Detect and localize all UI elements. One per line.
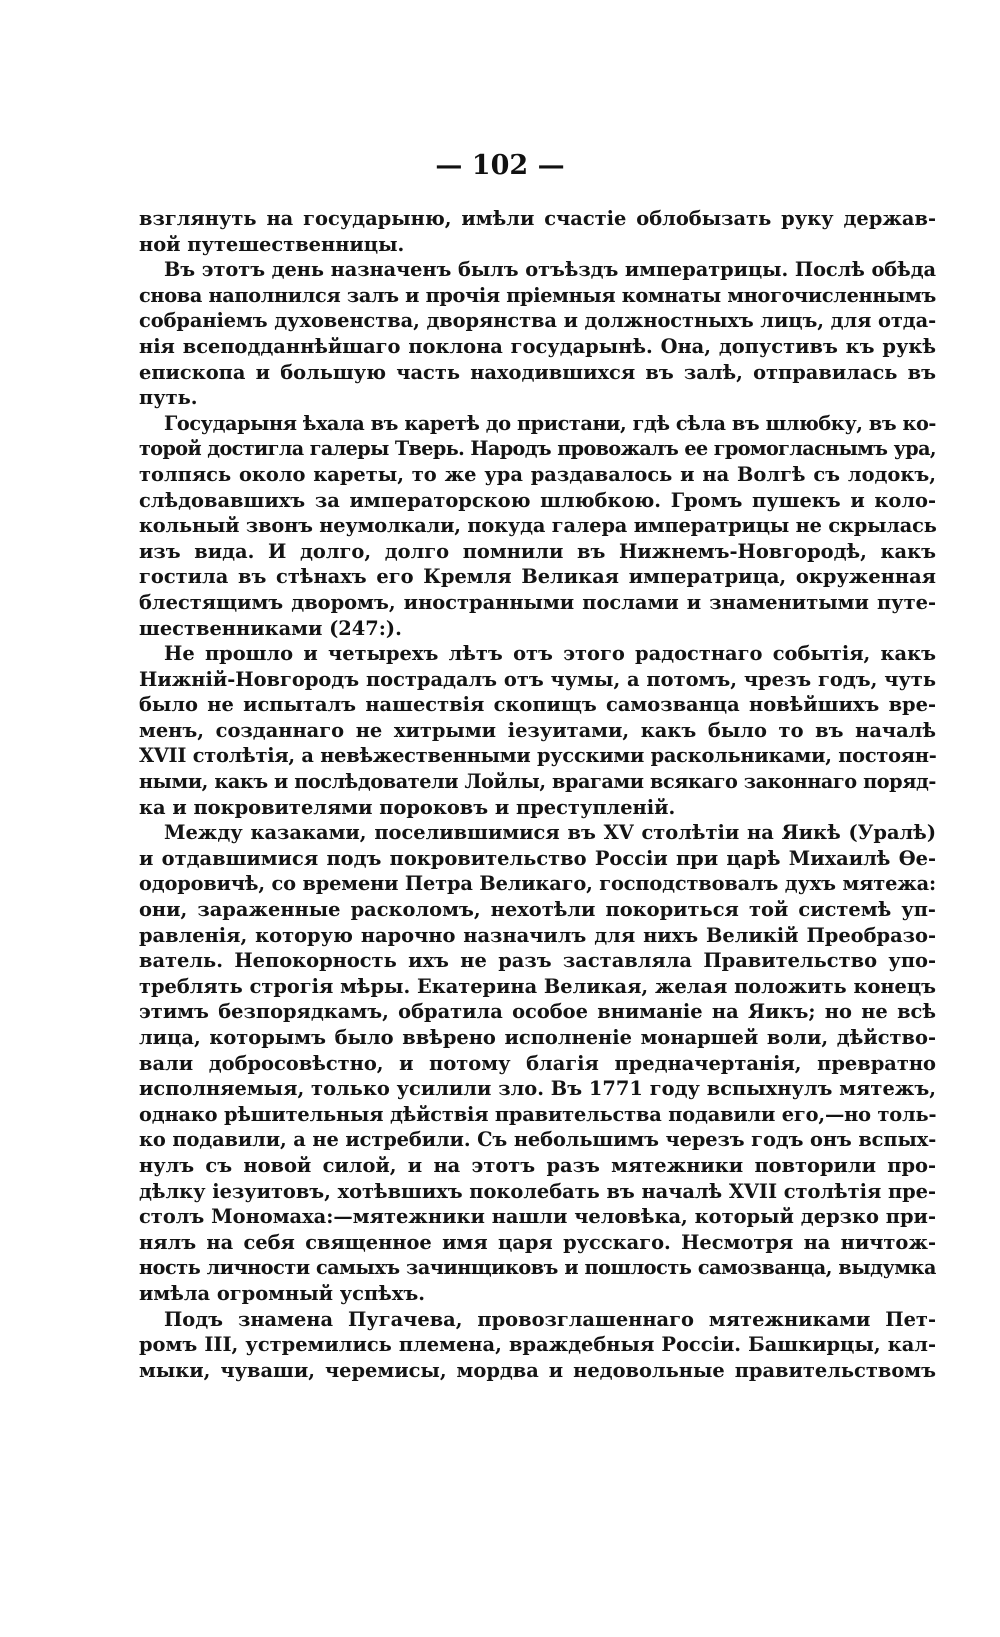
text-line: лица, которымъ было ввѣрено исполненіе монаршей воли, дѣйство-	[139, 1026, 936, 1049]
text-line: гостила въ стѣнахъ его Кремля Великая императрица, окруженная	[139, 565, 936, 589]
text-line: Нижній-Новгородъ пострадалъ отъ чумы, а потомъ, чрезъ годъ, чуть	[139, 667, 936, 691]
text-line: этимъ безпорядкамъ, обратила особое вниманіе на Яикъ; но не всѣ	[139, 1000, 936, 1024]
text-line: снова наполнился залъ и прочія пріемныя комнаты многочисленнымъ	[139, 283, 936, 307]
text-line: блестящимъ дворомъ, иностранными послами и знаменитыми путе-	[139, 590, 936, 614]
page-number: — 102 —	[435, 150, 565, 181]
text-line: слѣдовавшихъ за императорскою шлюбкою. Громъ пушекъ и коло-	[139, 488, 936, 512]
text-line: имѣла огромный успѣхъ.	[139, 1281, 425, 1305]
text-line: изъ вида. И долго, долго помнили въ Нижнемъ-Новгородѣ, какъ	[139, 539, 936, 563]
text-line: толпясь около кареты, то же ура раздавалось и на Волгѣ съ лодокъ,	[139, 462, 936, 486]
text-line: Между казаками, поселившимися въ XV столѣтіи на Яикѣ (Уралѣ)	[164, 821, 936, 845]
text-line: ко подавили, а не истребили. Съ небольшимъ черезъ годъ онъ вспых-	[139, 1128, 937, 1152]
text-line: Въ этотъ день назначенъ былъ отъѣздъ императрицы. Послѣ обѣда	[164, 258, 936, 282]
text-line: ной путешественницы.	[139, 232, 405, 256]
text-line: ватель. Непокорность ихъ не разъ заставляла Правительство упо-	[139, 949, 936, 973]
text-line: ными, какъ и послѣдователи Лойлы, врагами всякаго законнаго поряд-	[139, 770, 936, 794]
text-line: шественниками (247:).	[139, 616, 402, 640]
text-line: дѣлку іезуитовъ, хотѣвшихъ поколебать въ началѣ XVII столѣтія пре-	[139, 1179, 936, 1203]
text-line: менъ, созданнаго не хитрыми іезуитами, какъ было то въ началѣ	[139, 718, 936, 742]
text-line: равленія, которую нарочно назначилъ для нихъ Великій Преобразо-	[139, 923, 936, 947]
text-line: XVII столѣтія, а невѣжественными русскими раскольниками, постоян-	[139, 744, 937, 768]
text-line: Не прошло и четырехъ лѣтъ отъ этого радостнаго событія, какъ	[164, 642, 936, 666]
text-line: Подъ знамена Пугачева, провозглашеннаго мятежниками Пет-	[164, 1307, 936, 1331]
text-line: торой достигла галеры Тверь. Народъ провожалъ ее громогласнымъ ура,	[139, 437, 936, 461]
text-line: однако рѣшительныя дѣйствія правительства подавили его,—но толь-	[139, 1102, 937, 1126]
text-line: треблять строгія мѣры. Екатерина Великая, желая положить конецъ	[139, 974, 936, 998]
text-line: ность личности самыхъ зачинщиковъ и пошлость самозванца, выдумка	[139, 1256, 936, 1280]
text-line: кольный звонъ неумолкали, покуда галера императрицы не скрылась	[139, 514, 937, 538]
text-line: путь.	[139, 386, 198, 410]
text-line: было не испыталъ нашествія скопищъ самозванца новѣйшихъ вре-	[139, 693, 936, 717]
text-line: Государыня ѣхала въ каретѣ до пристани, гдѣ сѣла въ шлюбку, въ ко-	[164, 411, 937, 435]
text-line: нулъ съ новой силой, и на этотъ разъ мятежники повторили про-	[139, 1153, 936, 1177]
text-line: вали добросовѣстно, и потому благія предначертанія, превратно	[139, 1051, 936, 1075]
text-line: столъ Мономаха:—мятежники нашли человѣка, который дерзко при-	[139, 1205, 936, 1229]
body-text	[139, 206, 936, 1383]
text-line: они, зараженные расколомъ, нехотѣли покориться той системѣ уп-	[139, 898, 936, 922]
text-line: исполняемыя, только усилили зло. Въ 1771 году вспыхнулъ мятежъ,	[139, 1077, 936, 1101]
text-line: мыки, чуваши, черемисы, мордва и недовольные правительствомъ	[139, 1358, 936, 1382]
text-line: взглянуть на государыню, имѣли счастіе облобызать руку держав-	[139, 207, 936, 230]
text-line: нялъ на себя священное имя царя русскаго. Несмотря на ничтож-	[139, 1230, 936, 1254]
text-line: ромъ III, устремились племена, враждебныя Россіи. Башкирцы, кал-	[139, 1333, 936, 1357]
text-line: нія всеподданнѣйшаго поклона государынѣ. Она, допустивъ къ рукѣ	[139, 334, 936, 358]
text-line: одоровичѣ, со времени Петра Великаго, господствовалъ духъ мятежа:	[139, 872, 936, 896]
text-line: епископа и большую часть находившихся въ залѣ, отправилась въ	[139, 360, 936, 384]
text-line: и отдавшимися подъ покровительство Россіи при царѣ Михаилѣ Ѳе-	[139, 846, 936, 870]
text-line: собраніемъ духовенства, дворянства и должностныхъ лицъ, для отда-	[139, 309, 937, 333]
text-line: ка и покровителями пороковъ и преступленій.	[139, 795, 676, 819]
